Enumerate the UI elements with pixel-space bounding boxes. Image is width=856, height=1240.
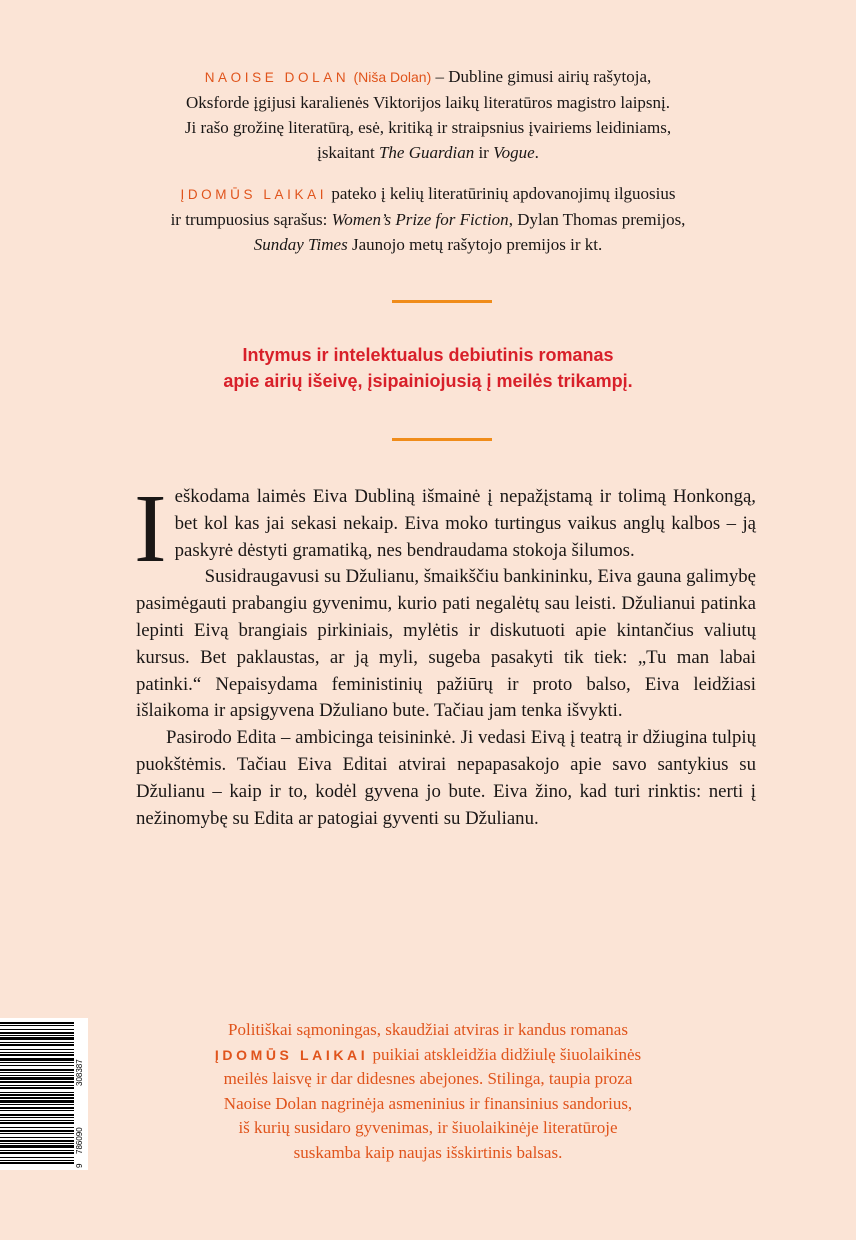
review-line-5: iš kurių susidaro gyvenimas, ir šiuolaikinėje literatūroje [238,1118,618,1138]
barcode-bar [0,1110,74,1111]
barcode-bar [0,1081,74,1083]
author-bio-line-2: Oksforde įgijusi karalienės Viktorijos laikų literatūros magistro laipsnį. [185,93,671,112]
blurb-paragraph-1-text: eškodama laimės Eiva Dubliną išmainė į nepažįstamą ir tolimą Honkongą, bet kol kas jai sekasi nekaip. Eiva moko turtingus vaikus anglų kalbos – ją paskyrė dėstyti gramatiką, nes bendraudama stokoja šilumos. [174,486,756,561]
author-name-pronunciation: (Niša Dolan) [353,69,432,85]
review-line-6: suskamba kaip naujas išskirtinis balsas. [293,1142,563,1162]
awards-line-1: pateko į kelių literatūrinių apdovanojimų ilguosius [327,184,676,203]
barcode-bar [0,1092,74,1093]
barcode-bar [0,1162,74,1164]
author-bio-line-3: Ji rašo grožinę literatūrą, esė, kritiką ir straipsnius įvairiems leidiniams, [184,118,672,137]
barcode-bar [0,1065,74,1066]
barcode-bar [0,1037,74,1040]
barcode-bar [0,1042,74,1043]
awards-line-2-end: , Dylan Thomas premijos, [508,210,686,229]
award-womens-prize: Women’s Prize for Fiction [331,210,509,229]
blurb [134,475,756,832]
barcode-bar [0,1025,74,1026]
barcode-bar [0,1122,74,1124]
barcode-bar [0,1107,74,1109]
barcode-bar [0,1029,74,1030]
barcode-bar [0,1160,74,1161]
author-info-section [60,64,796,257]
drop-cap: I [134,475,167,583]
barcode-bar [0,1133,74,1134]
barcode-bar [0,1104,74,1105]
barcode-bar [0,1143,74,1144]
author-bio-line-4-pre: įskaitant [317,143,379,162]
barcode-digits-right: 308387 [75,1059,84,1086]
author-bio-line-4-end: . [534,143,539,162]
barcode-bar [0,1152,74,1154]
blurb-paragraph-1 [134,475,756,583]
barcode-bar [0,1077,74,1080]
barcode-bar [0,1062,74,1063]
barcode-bar [0,1087,74,1089]
barcode-bar [0,1049,74,1050]
barcode-bar [0,1075,74,1076]
barcode-bar [0,1035,74,1036]
barcode-bar [0,1058,74,1061]
barcode-bar [0,1054,74,1056]
review-quote [160,1018,696,1166]
review-book-title: ĮDOMŪS LAIKAI [214,1046,369,1063]
publication-guardian: The Guardian [378,143,475,162]
barcode-bar [0,1114,74,1116]
barcode-bar [0,1100,74,1103]
divider-top [392,300,492,303]
review-line-1: Politiškai sąmoningas, skaudžiai atviras ir kandus romanas [228,1020,628,1039]
barcode-bar [0,1022,74,1024]
tagline-line-2: apie airių išeivę, įsipainiojusią į meilės trikampį. [223,371,633,391]
barcode-bar [0,1157,74,1158]
publication-vogue: Vogue [493,143,535,162]
barcode-bar [0,1094,74,1096]
awards-line-2-pre: ir trumpuosius sąrašus: [170,210,332,229]
book-title-caps: ĮDOMŪS LAIKAI [180,187,328,202]
divider-bottom [392,438,492,441]
awards-info [60,181,796,257]
author-name: NAOISE DOLAN [204,70,350,85]
barcode-bar [0,1127,74,1128]
barcode-bar [0,1072,74,1073]
author-bio-line-1: – Dubline gimusi airių rašytoja, [431,67,652,86]
author-bio [60,64,796,165]
barcode-graphic [0,1018,88,1170]
barcode-digit-left: 9 [75,1163,84,1168]
author-bio-line-4-mid: ir [474,143,494,162]
barcode [0,1018,88,1170]
award-sunday-times: Sunday Times [253,235,348,254]
review-line-3: meilės laisvę ir dar didesnes abejones. Stilinga, taupia proza [223,1069,633,1089]
barcode-bar [0,1085,74,1086]
barcode-bar [0,1117,74,1118]
review-line-4: Naoise Dolan nagrinėja asmeninius ir finansinius sandorius, [223,1093,633,1113]
blurb-paragraph-3: Pasirodo Edita – ambicinga teisininkė. Ji vedasi Eivą į teatrą ir džiugina tulpių puokštėmis. Tačiau Eiva Editai atvirai nepapasakojo apie savo santykius su Džulianu – kaip ir to, kodėl gyvena jo bute. Eiva žino, kad turi rinktis: nerti į nežinomybę su Edita ar patogiai gyventi su Džulianu. [136,727,756,829]
blurb-paragraph-2: Susidraugavusi su Džulianu, šmaikščiu bankininku, Eiva gauna galimybę pasimėgauti prabangiu gyvenimu, kurio pati negalėtų sau leisti. Džulianui patinka lepinti Eivą brangiais pirkiniais, mylėtis ir diskutuoti apie kintančius valiutų kursus. Bet paklaustas, ar ją myli, sugeba pasakyti tik tiek: „Tu man labai patinki.“ Nepaisydama feministinių pažiūrų ir proto balso, Eiva leidžiasi išlaikoma ir apsigyvena Džuliano bute. Tačiau jam tenka išvykti. [136,566,756,722]
awards-line-3-end: Jaunojo metų rašytojo premijos ir kt. [347,235,603,254]
barcode-bar [0,1032,74,1034]
tagline [60,342,796,394]
barcode-bar [0,1044,74,1046]
barcode-bar [0,1069,74,1071]
barcode-bar [0,1052,74,1053]
barcode-bar [0,1150,74,1151]
barcode-bar [0,1120,74,1121]
barcode-bar [0,1140,74,1142]
barcode-bar [0,1097,74,1099]
tagline-line-1: Intymus ir intelektualus debiutinis romanas [242,345,614,365]
barcode-bar [0,1130,74,1132]
barcode-digits-mid: 786090 [75,1127,84,1154]
review-line-2: puikiai atskleidžia didžiulę šiuolaikinės [368,1044,642,1064]
barcode-bar [0,1137,74,1138]
barcode-bar [0,1145,74,1148]
